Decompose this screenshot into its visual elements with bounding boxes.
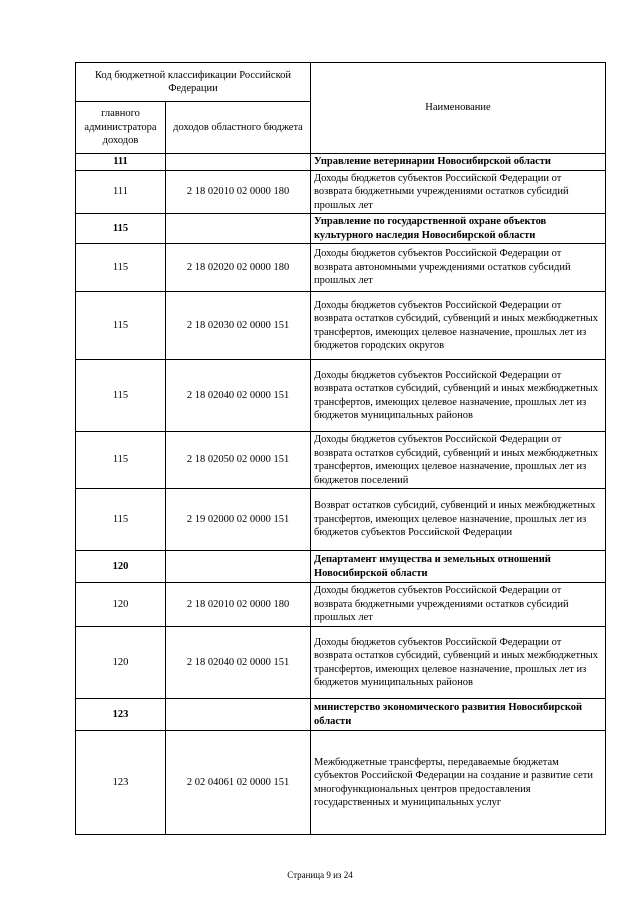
income-code-cell: 2 18 02030 02 0000 151: [166, 292, 311, 360]
income-code-cell: [166, 214, 311, 244]
name-cell: Управление по государственной охране объектов культурного наследия Новосибирской области: [311, 214, 606, 244]
income-code-cell: 2 02 04061 02 0000 151: [166, 731, 311, 835]
name-cell: Доходы бюджетов субъектов Российской Федерации от возврата автономными учреждениями остатков субсидий прошлых лет: [311, 244, 606, 292]
income-code-cell: 2 18 02010 02 0000 180: [166, 170, 311, 214]
name-cell: Доходы бюджетов субъектов Российской Федерации от возврата бюджетными учреждениями остатков субсидий прошлых лет: [311, 583, 606, 627]
admin-code-cell: 120: [76, 583, 166, 627]
admin-code-cell: 115: [76, 214, 166, 244]
income-code-cell: [166, 551, 311, 583]
name-cell: Доходы бюджетов субъектов Российской Федерации от возврата остатков субсидий, субвенций и иных межбюджетных трансфертов, имеющих целевое назначение, прошлых лет из бюджетов муниципальных районов: [311, 360, 606, 432]
name-cell: Департамент имущества и земельных отношений Новосибирской области: [311, 551, 606, 583]
budget-classification-table: [75, 62, 606, 835]
header-admin: главного администратора доходов: [76, 102, 166, 154]
admin-code-cell: 123: [76, 731, 166, 835]
table-header-row: [76, 63, 606, 102]
table-row: [76, 360, 606, 432]
admin-code-cell: 115: [76, 292, 166, 360]
income-code-cell: 2 18 02010 02 0000 180: [166, 583, 311, 627]
income-code-cell: 2 18 02040 02 0000 151: [166, 360, 311, 432]
income-code-cell: 2 18 02020 02 0000 180: [166, 244, 311, 292]
admin-code-cell: 115: [76, 244, 166, 292]
table-row: [76, 489, 606, 551]
table-row: [76, 432, 606, 489]
group-row: [76, 154, 606, 171]
name-cell: Управление ветеринарии Новосибирской области: [311, 154, 606, 171]
header-income: доходов областного бюджета: [166, 102, 311, 154]
name-cell: Доходы бюджетов субъектов Российской Федерации от возврата остатков субсидий, субвенций и иных межбюджетных трансфертов, имеющих целевое назначение, прошлых лет из бюджетов муниципальных районов: [311, 627, 606, 699]
group-row: [76, 699, 606, 731]
admin-code-cell: 115: [76, 489, 166, 551]
admin-code-cell: 123: [76, 699, 166, 731]
admin-code-cell: 120: [76, 627, 166, 699]
admin-code-cell: 115: [76, 360, 166, 432]
page-number: Страница 9 из 24: [287, 870, 353, 880]
table-row: [76, 627, 606, 699]
name-cell: Доходы бюджетов субъектов Российской Федерации от возврата бюджетными учреждениями остатков субсидий прошлых лет: [311, 170, 606, 214]
table-row: [76, 244, 606, 292]
income-code-cell: 2 19 02000 02 0000 151: [166, 489, 311, 551]
admin-code-cell: 115: [76, 432, 166, 489]
header-code-group: Код бюджетной классификации Российской Федерации: [76, 63, 311, 102]
name-cell: Доходы бюджетов субъектов Российской Федерации от возврата остатков субсидий, субвенций и иных межбюджетных трансфертов, имеющих целевое назначение, прошлых лет из бюджетов городских округов: [311, 292, 606, 360]
header-name: Наименование: [311, 63, 606, 154]
table-row: [76, 583, 606, 627]
income-code-cell: [166, 699, 311, 731]
table-row: [76, 170, 606, 214]
name-cell: Межбюджетные трансферты, передаваемые бюджетам субъектов Российской Федерации на создание и развитие сети многофункциональных центров предоставления государственных и муниципальных услуг: [311, 731, 606, 835]
table-row: [76, 731, 606, 835]
admin-code-cell: 111: [76, 154, 166, 171]
group-row: [76, 551, 606, 583]
group-row: [76, 214, 606, 244]
income-code-cell: [166, 154, 311, 171]
table-row: [76, 292, 606, 360]
income-code-cell: 2 18 02050 02 0000 151: [166, 432, 311, 489]
income-code-cell: 2 18 02040 02 0000 151: [166, 627, 311, 699]
admin-code-cell: 120: [76, 551, 166, 583]
name-cell: Возврат остатков субсидий, субвенций и иных межбюджетных трансфертов, имеющих целевое назначение, прошлых лет из бюджетов субъектов Российской Федерации: [311, 489, 606, 551]
name-cell: Доходы бюджетов субъектов Российской Федерации от возврата остатков субсидий, субвенций и иных межбюджетных трансфертов, имеющих целевое назначение, прошлых лет из бюджетов поселений: [311, 432, 606, 489]
name-cell: министерство экономического развития Новосибирской области: [311, 699, 606, 731]
admin-code-cell: 111: [76, 170, 166, 214]
